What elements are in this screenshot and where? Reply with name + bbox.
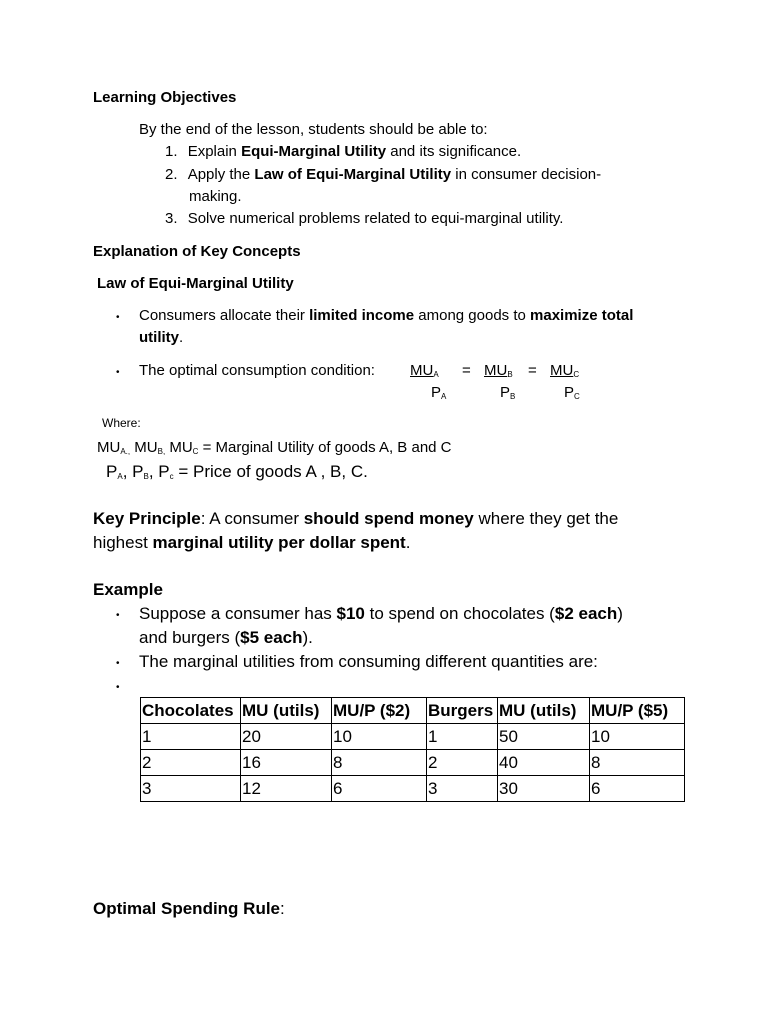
concept-bullet-1: Consumers allocate their limited income among goods to maximize total (139, 307, 634, 324)
table-cell: 8 (332, 750, 427, 776)
table-header-cell: MU (utils) (498, 698, 590, 724)
table-row (141, 750, 685, 776)
example-heading: Example (93, 580, 163, 599)
table-header-cell: Burgers (427, 698, 498, 724)
objectives-intro: By the end of the lesson, students should be able to: (139, 121, 488, 138)
table-header-cell: MU/P ($2) (332, 698, 427, 724)
table-header-cell: Chocolates (141, 698, 241, 724)
key-concepts-heading: Explanation of Key Concepts (93, 243, 301, 260)
table-cell: 10 (332, 724, 427, 750)
where-label: Where: (102, 416, 141, 430)
formula-p-c: $P_C$ (564, 384, 580, 401)
table-cell: 20 (241, 724, 332, 750)
table-cell: 10 (590, 724, 685, 750)
key-principle: Key Principle: A consumer should spend money where they get the (93, 509, 619, 528)
table-cell: 6 (590, 776, 685, 802)
table-cell: 1 (427, 724, 498, 750)
bullet-icon: • (116, 682, 120, 693)
bullet-icon: • (116, 312, 120, 323)
formula-mu-c: $MU_C$ (550, 362, 580, 379)
formula-p-b: $P_B$ (500, 384, 516, 401)
price-definition: $P_A$, $P_B$, $P_c$ = Price of goods A , B, C. (106, 462, 368, 481)
table-row (141, 776, 685, 802)
law-heading: Law of Equi-Marginal Utility (97, 275, 294, 292)
table-cell: 6 (332, 776, 427, 802)
table-cell: 1 (141, 724, 241, 750)
mu-definition: $MU_{A.,}$ $MU_{B,}$ $MU_C$ = Marginal Utility of goods A, B and C (97, 439, 452, 456)
objective-item-2-continuation: making. (189, 188, 242, 205)
concept-bullet-1-continuation: utility. (139, 329, 184, 346)
table-cell: 3 (141, 776, 241, 802)
example-bullet-2: The marginal utilities from consuming different quantities are: (139, 652, 598, 671)
formula-mu-b: $MU_B$ (484, 362, 513, 379)
table-cell: 2 (427, 750, 498, 776)
table-cell: 2 (141, 750, 241, 776)
table-cell: 50 (498, 724, 590, 750)
table-cell: 8 (590, 750, 685, 776)
example-bullet-1-continuation: and burgers ($5 each). (139, 628, 313, 647)
objective-item-1: 1. Explain Equi-Marginal Utility and its significance. (165, 143, 522, 160)
table-cell: 40 (498, 750, 590, 776)
table-row (141, 724, 685, 750)
example-bullet-1: Suppose a consumer has $10 to spend on chocolates ($2 each) (139, 604, 623, 623)
table-header-row (141, 698, 685, 724)
formula-mu-a: $MU_A$ (410, 362, 439, 379)
bullet-icon: • (116, 610, 120, 621)
key-principle-continuation: highest marginal utility per dollar spent. (93, 533, 411, 552)
utility-table (140, 697, 685, 802)
table-header-cell: MU (utils) (241, 698, 332, 724)
concept-bullet-2: The optimal consumption condition: (139, 362, 375, 379)
table-cell: 3 (427, 776, 498, 802)
formula-p-a: $P_A$ (431, 384, 447, 401)
table-cell: 30 (498, 776, 590, 802)
table-cell: 16 (241, 750, 332, 776)
objective-item-2: 2. Apply the Law of Equi-Marginal Utility in consumer decision- (165, 166, 602, 183)
learning-objectives-heading: Learning Objectives (93, 89, 237, 106)
bullet-icon: • (116, 367, 120, 378)
table-cell: 12 (241, 776, 332, 802)
table-header-cell: MU/P ($5) (590, 698, 685, 724)
objective-item-3: 3. Solve numerical problems related to equi-marginal utility. (165, 210, 564, 227)
optimal-spending-rule-heading: Optimal Spending Rule: (93, 899, 285, 918)
formula-equals-2: = (528, 362, 537, 379)
formula-equals-1: = (462, 362, 471, 379)
bullet-icon: • (116, 658, 120, 669)
